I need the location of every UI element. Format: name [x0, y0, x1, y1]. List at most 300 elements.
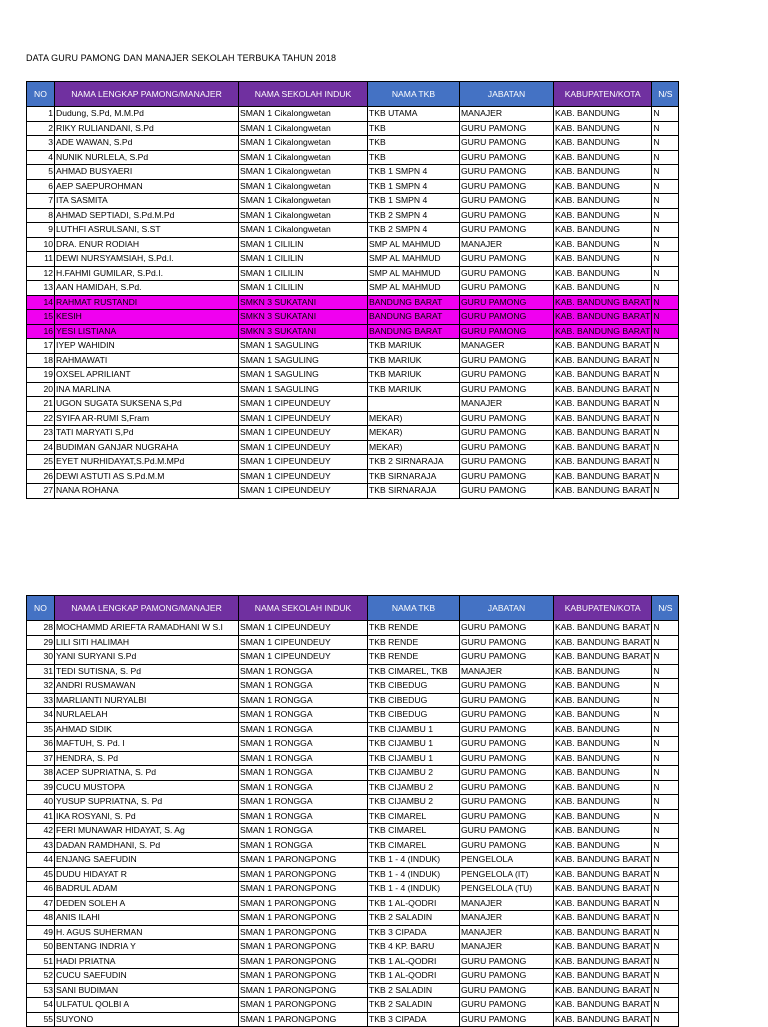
table-row: [27, 397, 679, 412]
cell-tkb: TKB SIRNARAJA: [368, 484, 460, 499]
cell-ns: N: [652, 411, 679, 426]
cell-ns: N: [652, 766, 679, 781]
cell-kabupaten: KAB. BANDUNG: [554, 208, 652, 223]
cell-name: EYET NURHIDAYAT,S.Pd.M.MPd: [55, 455, 239, 470]
cell-jabatan: GURU PAMONG: [460, 998, 554, 1013]
cell-no: 33: [27, 693, 55, 708]
header-row: [27, 596, 679, 621]
cell-jabatan: GURU PAMONG: [460, 751, 554, 766]
cell-no: 30: [27, 650, 55, 665]
table-row: [27, 664, 679, 679]
table-row: [27, 484, 679, 499]
cell-jabatan: GURU PAMONG: [460, 824, 554, 839]
table-row: [27, 382, 679, 397]
cell-no: 23: [27, 426, 55, 441]
cell-kabupaten: KAB. BANDUNG: [554, 223, 652, 238]
cell-school: SMAN 1 PARONGPONG: [239, 998, 368, 1013]
table-row: [27, 295, 679, 310]
cell-no: 7: [27, 194, 55, 209]
table-row: [27, 150, 679, 165]
cell-ns: N: [652, 397, 679, 412]
cell-name: HENDRA, S. Pd: [55, 751, 239, 766]
table-row: [27, 194, 679, 209]
cell-name: UGON SUGATA SUKSENA S,Pd: [55, 397, 239, 412]
cell-jabatan: GURU PAMONG: [460, 809, 554, 824]
cell-school: SMAN 1 Cikalongwetan: [239, 150, 368, 165]
cell-name: YANI SURYANI S.Pd: [55, 650, 239, 665]
cell-school: SMAN 1 RONGGA: [239, 838, 368, 853]
cell-name: NURLAELAH: [55, 708, 239, 723]
cell-ns: N: [652, 208, 679, 223]
cell-no: 28: [27, 621, 55, 636]
cell-jabatan: GURU PAMONG: [460, 455, 554, 470]
cell-name: AHMAD SIDIK: [55, 722, 239, 737]
cell-jabatan: GURU PAMONG: [460, 621, 554, 636]
cell-no: 29: [27, 635, 55, 650]
cell-ns: N: [652, 324, 679, 339]
cell-no: 2: [27, 121, 55, 136]
cell-no: 10: [27, 237, 55, 252]
cell-ns: N: [652, 136, 679, 151]
cell-ns: N: [652, 896, 679, 911]
cell-jabatan: GURU PAMONG: [460, 411, 554, 426]
cell-school: SMAN 1 CIPEUNDEUY: [239, 426, 368, 441]
cell-tkb: TKB CIBEDUG: [368, 679, 460, 694]
cell-school: SMAN 1 RONGGA: [239, 693, 368, 708]
cell-tkb: TKB 2 SMPN 4: [368, 223, 460, 238]
cell-school: SMAN 1 CIPEUNDEUY: [239, 397, 368, 412]
header-no: NO: [27, 596, 55, 621]
table-row: [27, 722, 679, 737]
cell-tkb: TKB 2 SALADIN: [368, 911, 460, 926]
cell-tkb: TKB CIBEDUG: [368, 708, 460, 723]
cell-school: SMKN 3 SUKATANI: [239, 310, 368, 325]
cell-kabupaten: KAB. BANDUNG BARAT: [554, 896, 652, 911]
cell-tkb: TKB RENDE: [368, 635, 460, 650]
cell-jabatan: GURU PAMONG: [460, 194, 554, 209]
cell-jabatan: GURU PAMONG: [460, 426, 554, 441]
cell-kabupaten: KAB. BANDUNG BARAT: [554, 455, 652, 470]
table-row: [27, 455, 679, 470]
table-row: [27, 179, 679, 194]
cell-tkb: TKB: [368, 136, 460, 151]
cell-school: SMAN 1 SAGULING: [239, 353, 368, 368]
cell-school: SMAN 1 RONGGA: [239, 722, 368, 737]
header-name: NAMA LENGKAP PAMONG/MANAJER: [55, 596, 239, 621]
cell-jabatan: MANAJER: [460, 911, 554, 926]
cell-tkb: TKB 1 SMPN 4: [368, 179, 460, 194]
cell-ns: N: [652, 295, 679, 310]
cell-school: SMAN 1 SAGULING: [239, 339, 368, 354]
cell-jabatan: PENGELOLA: [460, 853, 554, 868]
cell-name: IKA ROSYANI, S. Pd: [55, 809, 239, 824]
cell-kabupaten: KAB. BANDUNG BARAT: [554, 998, 652, 1013]
table-row: [27, 266, 679, 281]
cell-kabupaten: KAB. BANDUNG: [554, 121, 652, 136]
cell-kabupaten: KAB. BANDUNG BARAT: [554, 411, 652, 426]
cell-no: 17: [27, 339, 55, 354]
cell-tkb: MEKAR): [368, 440, 460, 455]
cell-ns: N: [652, 998, 679, 1013]
cell-ns: N: [652, 469, 679, 484]
cell-tkb: SMP AL MAHMUD: [368, 281, 460, 296]
cell-ns: N: [652, 252, 679, 267]
cell-kabupaten: KAB. BANDUNG BARAT: [554, 382, 652, 397]
cell-school: SMAN 1 RONGGA: [239, 766, 368, 781]
cell-name: ULFATUL QOLBI A: [55, 998, 239, 1013]
cell-name: RIKY RULIANDANI, S.Pd: [55, 121, 239, 136]
cell-name: TATI MARYATI S,Pd: [55, 426, 239, 441]
cell-kabupaten: KAB. BANDUNG: [554, 780, 652, 795]
cell-kabupaten: KAB. BANDUNG: [554, 252, 652, 267]
cell-school: SMAN 1 PARONGPONG: [239, 940, 368, 955]
header-kabupaten: KABUPATEN/KOTA: [554, 82, 652, 107]
cell-no: 35: [27, 722, 55, 737]
cell-kabupaten: KAB. BANDUNG: [554, 824, 652, 839]
cell-name: IYEP WAHIDIN: [55, 339, 239, 354]
cell-jabatan: GURU PAMONG: [460, 266, 554, 281]
cell-tkb: TKB: [368, 121, 460, 136]
table-row: [27, 809, 679, 824]
cell-ns: N: [652, 440, 679, 455]
cell-school: SMAN 1 CILILIN: [239, 252, 368, 267]
header-no: NO: [27, 82, 55, 107]
cell-jabatan: GURU PAMONG: [460, 150, 554, 165]
cell-ns: N: [652, 940, 679, 955]
cell-tkb: TKB MARIUK: [368, 382, 460, 397]
cell-school: SMAN 1 PARONGPONG: [239, 1012, 368, 1027]
cell-no: 19: [27, 368, 55, 383]
cell-kabupaten: KAB. BANDUNG BARAT: [554, 650, 652, 665]
table-row: [27, 426, 679, 441]
cell-tkb: TKB MARIUK: [368, 339, 460, 354]
header-name: NAMA LENGKAP PAMONG/MANAJER: [55, 82, 239, 107]
cell-jabatan: GURU PAMONG: [460, 281, 554, 296]
cell-no: 16: [27, 324, 55, 339]
cell-ns: N: [652, 223, 679, 238]
cell-tkb: [368, 397, 460, 412]
cell-ns: N: [652, 737, 679, 752]
cell-kabupaten: KAB. BANDUNG: [554, 751, 652, 766]
cell-tkb: BANDUNG BARAT: [368, 324, 460, 339]
cell-ns: N: [652, 1012, 679, 1027]
cell-name: MOCHAMMD ARIEFTA RAMADHANI W S.I: [55, 621, 239, 636]
cell-name: KESIH: [55, 310, 239, 325]
cell-no: 27: [27, 484, 55, 499]
cell-school: SMAN 1 RONGGA: [239, 708, 368, 723]
cell-name: SYIFA AR-RUMI S,Fram: [55, 411, 239, 426]
cell-tkb: TKB CIJAMBU 2: [368, 780, 460, 795]
cell-school: SMAN 1 Cikalongwetan: [239, 121, 368, 136]
cell-tkb: TKB 2 SIRNARAJA: [368, 455, 460, 470]
cell-kabupaten: KAB. BANDUNG: [554, 136, 652, 151]
cell-kabupaten: KAB. BANDUNG: [554, 664, 652, 679]
table-row: [27, 1012, 679, 1027]
cell-jabatan: GURU PAMONG: [460, 179, 554, 194]
header-tkb: NAMA TKB: [368, 596, 460, 621]
cell-school: SMAN 1 CILILIN: [239, 237, 368, 252]
cell-kabupaten: KAB. BANDUNG: [554, 237, 652, 252]
cell-name: DRA. ENUR RODIAH: [55, 237, 239, 252]
table-row: [27, 237, 679, 252]
cell-jabatan: MANAJER: [460, 664, 554, 679]
cell-tkb: TKB CIJAMBU 1: [368, 722, 460, 737]
table-row: [27, 693, 679, 708]
cell-tkb: TKB 1 AL-QODRI: [368, 954, 460, 969]
cell-ns: N: [652, 824, 679, 839]
cell-no: 6: [27, 179, 55, 194]
table-row: [27, 708, 679, 723]
cell-school: SMAN 1 PARONGPONG: [239, 896, 368, 911]
cell-no: 38: [27, 766, 55, 781]
cell-kabupaten: KAB. BANDUNG BARAT: [554, 940, 652, 955]
cell-jabatan: GURU PAMONG: [460, 484, 554, 499]
cell-jabatan: GURU PAMONG: [460, 766, 554, 781]
cell-name: AHMAD BUSYAERI: [55, 165, 239, 180]
header-tkb: NAMA TKB: [368, 82, 460, 107]
cell-name: FERI MUNAWAR HIDAYAT, S. Ag: [55, 824, 239, 839]
cell-tkb: BANDUNG BARAT: [368, 310, 460, 325]
cell-no: 46: [27, 882, 55, 897]
cell-jabatan: GURU PAMONG: [460, 382, 554, 397]
document-title: DATA GURU PAMONG DAN MANAJER SEKOLAH TERBUKA TAHUN 2018: [26, 53, 337, 63]
cell-kabupaten: KAB. BANDUNG: [554, 722, 652, 737]
cell-jabatan: MANAJER: [460, 107, 554, 122]
cell-kabupaten: KAB. BANDUNG BARAT: [554, 969, 652, 984]
cell-jabatan: GURU PAMONG: [460, 440, 554, 455]
cell-tkb: TKB CIJAMBU 2: [368, 795, 460, 810]
table-row: [27, 766, 679, 781]
header-jabatan: JABATAN: [460, 82, 554, 107]
cell-no: 24: [27, 440, 55, 455]
cell-ns: N: [652, 882, 679, 897]
cell-ns: N: [652, 455, 679, 470]
header-ns: N/S: [652, 82, 679, 107]
cell-kabupaten: KAB. BANDUNG: [554, 107, 652, 122]
cell-kabupaten: KAB. BANDUNG: [554, 708, 652, 723]
cell-no: 43: [27, 838, 55, 853]
cell-school: SMAN 1 CIPEUNDEUY: [239, 621, 368, 636]
cell-school: SMAN 1 PARONGPONG: [239, 969, 368, 984]
cell-name: HADI PRIATNA: [55, 954, 239, 969]
cell-name: ENJANG SAEFUDIN: [55, 853, 239, 868]
cell-jabatan: PENGELOLA (IT): [460, 867, 554, 882]
cell-jabatan: GURU PAMONG: [460, 838, 554, 853]
cell-school: SMAN 1 Cikalongwetan: [239, 136, 368, 151]
cell-ns: N: [652, 281, 679, 296]
cell-tkb: BANDUNG BARAT: [368, 295, 460, 310]
cell-no: 39: [27, 780, 55, 795]
cell-tkb: MEKAR): [368, 426, 460, 441]
cell-jabatan: GURU PAMONG: [460, 679, 554, 694]
cell-tkb: TKB MARIUK: [368, 368, 460, 383]
cell-ns: N: [652, 751, 679, 766]
header-school: NAMA SEKOLAH INDUK: [239, 82, 368, 107]
cell-kabupaten: KAB. BANDUNG: [554, 165, 652, 180]
cell-no: 18: [27, 353, 55, 368]
cell-name: DADAN RAMDHANI, S. Pd: [55, 838, 239, 853]
cell-school: SMAN 1 PARONGPONG: [239, 853, 368, 868]
cell-no: 41: [27, 809, 55, 824]
table-row: [27, 780, 679, 795]
table-row: [27, 469, 679, 484]
cell-name: AHMAD SEPTIADI, S.Pd.M.Pd: [55, 208, 239, 223]
cell-jabatan: GURU PAMONG: [460, 983, 554, 998]
table-row: [27, 281, 679, 296]
cell-tkb: TKB 4 KP. BARU: [368, 940, 460, 955]
cell-school: SMAN 1 Cikalongwetan: [239, 165, 368, 180]
cell-school: SMAN 1 PARONGPONG: [239, 983, 368, 998]
cell-jabatan: GURU PAMONG: [460, 969, 554, 984]
cell-kabupaten: KAB. BANDUNG BARAT: [554, 1012, 652, 1027]
table-row: [27, 867, 679, 882]
cell-school: SMAN 1 CIPEUNDEUY: [239, 411, 368, 426]
cell-no: 34: [27, 708, 55, 723]
cell-school: SMAN 1 Cikalongwetan: [239, 179, 368, 194]
cell-tkb: TKB CIBEDUG: [368, 693, 460, 708]
cell-ns: N: [652, 795, 679, 810]
cell-ns: N: [652, 107, 679, 122]
cell-name: CUCU MUSTOPA: [55, 780, 239, 795]
table-row: [27, 121, 679, 136]
cell-no: 50: [27, 940, 55, 955]
cell-jabatan: GURU PAMONG: [460, 635, 554, 650]
cell-tkb: TKB UTAMA: [368, 107, 460, 122]
cell-tkb: TKB SIRNARAJA: [368, 469, 460, 484]
cell-school: SMAN 1 RONGGA: [239, 737, 368, 752]
cell-jabatan: GURU PAMONG: [460, 954, 554, 969]
cell-kabupaten: KAB. BANDUNG: [554, 179, 652, 194]
cell-ns: N: [652, 925, 679, 940]
cell-tkb: TKB CIMAREL: [368, 824, 460, 839]
cell-school: SMKN 3 SUKATANI: [239, 295, 368, 310]
cell-tkb: SMP AL MAHMUD: [368, 237, 460, 252]
cell-kabupaten: KAB. BANDUNG BARAT: [554, 469, 652, 484]
cell-school: SMAN 1 RONGGA: [239, 679, 368, 694]
cell-school: SMAN 1 CIPEUNDEUY: [239, 440, 368, 455]
table-row: [27, 853, 679, 868]
table-row: [27, 824, 679, 839]
cell-ns: N: [652, 969, 679, 984]
cell-tkb: TKB CIJAMBU 2: [368, 766, 460, 781]
cell-kabupaten: KAB. BANDUNG BARAT: [554, 867, 652, 882]
cell-kabupaten: KAB. BANDUNG BARAT: [554, 882, 652, 897]
cell-school: SMAN 1 RONGGA: [239, 809, 368, 824]
cell-name: SUYONO: [55, 1012, 239, 1027]
table-row: [27, 368, 679, 383]
cell-tkb: TKB 1 - 4 (INDUK): [368, 853, 460, 868]
cell-ns: N: [652, 867, 679, 882]
cell-ns: N: [652, 679, 679, 694]
cell-jabatan: GURU PAMONG: [460, 1012, 554, 1027]
cell-jabatan: GURU PAMONG: [460, 165, 554, 180]
cell-no: 4: [27, 150, 55, 165]
cell-tkb: MEKAR): [368, 411, 460, 426]
cell-tkb: SMP AL MAHMUD: [368, 266, 460, 281]
cell-name: BUDIMAN GANJAR NUGRAHA: [55, 440, 239, 455]
cell-jabatan: GURU PAMONG: [460, 708, 554, 723]
cell-name: INA MARLINA: [55, 382, 239, 397]
cell-name: DEDEN SOLEH A: [55, 896, 239, 911]
table-row: [27, 911, 679, 926]
cell-ns: N: [652, 780, 679, 795]
cell-tkb: TKB RENDE: [368, 621, 460, 636]
cell-name: ITA SASMITA: [55, 194, 239, 209]
cell-ns: N: [652, 484, 679, 499]
cell-kabupaten: KAB. BANDUNG: [554, 809, 652, 824]
cell-school: SMAN 1 CIPEUNDEUY: [239, 484, 368, 499]
table-row: [27, 650, 679, 665]
cell-no: 54: [27, 998, 55, 1013]
cell-name: CUCU SAEFUDIN: [55, 969, 239, 984]
cell-kabupaten: KAB. BANDUNG BARAT: [554, 954, 652, 969]
cell-jabatan: GURU PAMONG: [460, 121, 554, 136]
cell-jabatan: GURU PAMONG: [460, 737, 554, 752]
cell-tkb: TKB 1 - 4 (INDUK): [368, 882, 460, 897]
header-ns: N/S: [652, 596, 679, 621]
cell-name: YUSUP SUPRIATNA, S. Pd: [55, 795, 239, 810]
cell-name: ANIS ILAHI: [55, 911, 239, 926]
table-row: [27, 925, 679, 940]
cell-no: 44: [27, 853, 55, 868]
cell-no: 48: [27, 911, 55, 926]
cell-tkb: TKB CIMAREL, TKB: [368, 664, 460, 679]
cell-school: SMAN 1 CIPEUNDEUY: [239, 455, 368, 470]
cell-name: MAFTUH, S. Pd. I: [55, 737, 239, 752]
data-table-1: [26, 81, 679, 499]
cell-no: 5: [27, 165, 55, 180]
cell-jabatan: MANAGER: [460, 339, 554, 354]
cell-tkb: TKB 2 SMPN 4: [368, 208, 460, 223]
cell-kabupaten: KAB. BANDUNG: [554, 150, 652, 165]
cell-name: NUNIK NURLELA, S.Pd: [55, 150, 239, 165]
cell-no: 20: [27, 382, 55, 397]
cell-kabupaten: KAB. BANDUNG BARAT: [554, 397, 652, 412]
cell-kabupaten: KAB. BANDUNG BARAT: [554, 310, 652, 325]
table-row: [27, 896, 679, 911]
table-row: [27, 795, 679, 810]
cell-name: RAHMAWATI: [55, 353, 239, 368]
cell-kabupaten: KAB. BANDUNG BARAT: [554, 635, 652, 650]
cell-ns: N: [652, 983, 679, 998]
cell-school: SMAN 1 PARONGPONG: [239, 911, 368, 926]
cell-jabatan: GURU PAMONG: [460, 693, 554, 708]
cell-tkb: SMP AL MAHMUD: [368, 252, 460, 267]
cell-school: SMAN 1 CIPEUNDEUY: [239, 635, 368, 650]
cell-kabupaten: KAB. BANDUNG: [554, 795, 652, 810]
cell-ns: N: [652, 911, 679, 926]
cell-no: 40: [27, 795, 55, 810]
cell-tkb: TKB CIMAREL: [368, 809, 460, 824]
cell-tkb: TKB 2 SALADIN: [368, 998, 460, 1013]
cell-name: BADRUL ADAM: [55, 882, 239, 897]
cell-ns: N: [652, 722, 679, 737]
table-row: [27, 353, 679, 368]
cell-jabatan: GURU PAMONG: [460, 780, 554, 795]
cell-no: 3: [27, 136, 55, 151]
cell-ns: N: [652, 838, 679, 853]
cell-name: H. AGUS SUHERMAN: [55, 925, 239, 940]
table-row: [27, 940, 679, 955]
cell-name: Dudung, S.Pd, M.M.Pd: [55, 107, 239, 122]
cell-ns: N: [652, 954, 679, 969]
cell-ns: N: [652, 382, 679, 397]
cell-kabupaten: KAB. BANDUNG BARAT: [554, 925, 652, 940]
cell-tkb: TKB 1 AL-QODRI: [368, 896, 460, 911]
cell-name: NANA ROHANA: [55, 484, 239, 499]
cell-school: SMAN 1 PARONGPONG: [239, 954, 368, 969]
table-row: [27, 136, 679, 151]
